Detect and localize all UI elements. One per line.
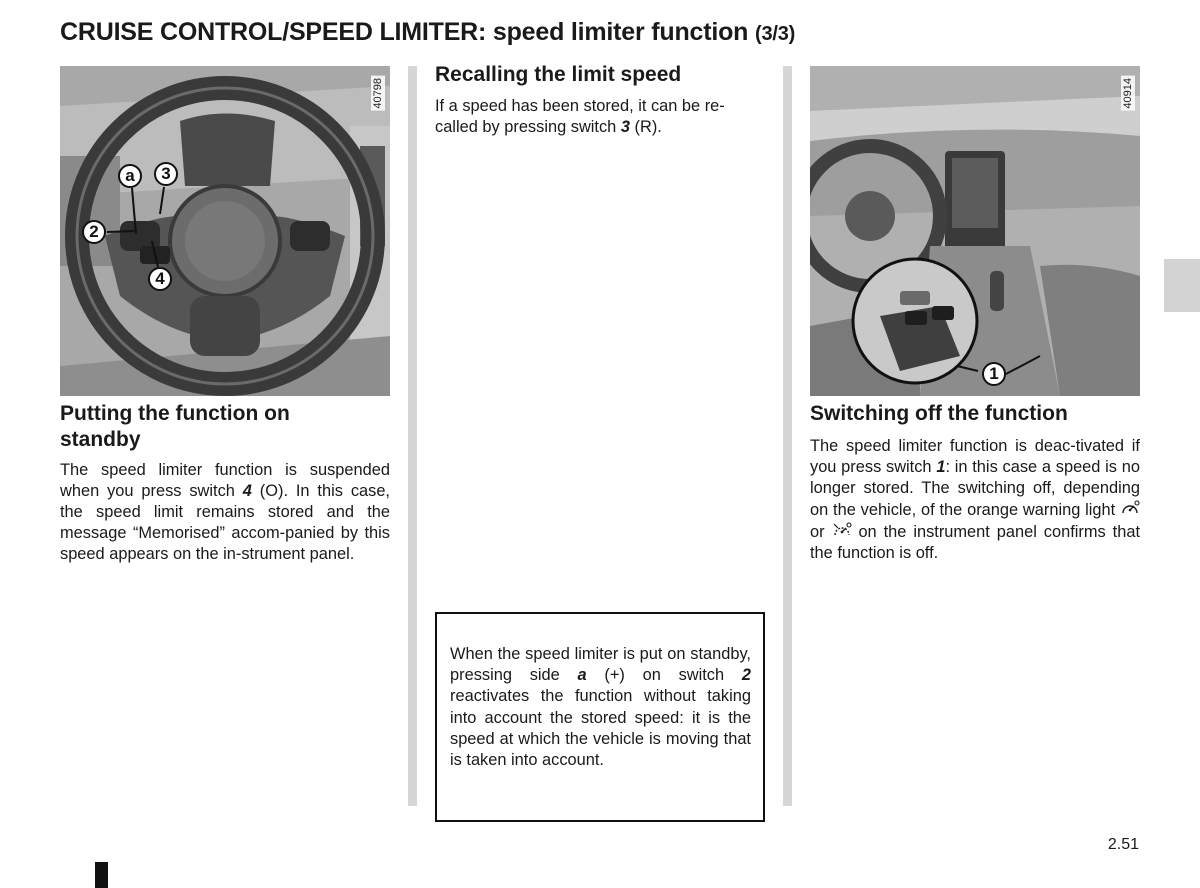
recall-heading: Recalling the limit speed [435,63,682,86]
switch-number: 4 [242,482,252,500]
switch-off-body: The speed limiter function is deac-tivated if you press switch 1: in this case a speed is no longer stored. The switching off, depending on the vehicle, of the orange warning light or on the instrument panel confirms that the function is off. [810,437,1140,562]
callout-2: 2 [82,220,106,244]
page-title [60,18,795,47]
side-letter: a [577,666,587,685]
switch-off-heading: Switching off the function [810,402,1068,425]
steering-wheel-photo [60,66,390,396]
switch-number: 1 [936,458,946,476]
standby-body: The speed limiter function is suspended when you press switch 4 (O). In this case, the speed limit remains stored and the message “Memorised” accom-panied by this speed appears on the in-strument panel. [60,461,390,563]
corner-mark [95,862,108,888]
recall-body: If a speed has been stored, it can be re-called by pressing switch 3 (R). [435,97,725,136]
switch-number: 3 [620,118,630,136]
dashboard-photo [810,66,1140,396]
switch-number: 2 [741,666,751,685]
callout-leaders [60,66,390,396]
image-code: 40798 [372,78,384,109]
column-divider-left [408,66,417,806]
callout-3: 3 [154,162,178,186]
switch-closeup [810,66,1140,396]
speed-limiter-warning-icon [1120,499,1140,519]
callout-4: 4 [148,267,172,291]
column-divider-right [783,66,792,806]
section-tab [1164,259,1200,312]
page-title-main: CRUISE CONTROL/SPEED LIMITER: speed limiter function [60,18,749,46]
speed-limiter-off-warning-icon [832,521,852,541]
callout-a: a [118,164,142,188]
note-text: When the speed limiter is put on standby, pressing side a (+) on switch 2 reactivates the function without taking into account the stored speed: it is the speed at which the vehicle is moving that is taken into account. [450,645,751,770]
image-code: 40914 [1122,78,1134,109]
note-box [435,612,765,822]
page-title-suffix: (3/3) [755,23,796,45]
page-number: 2.51 [1107,836,1139,853]
standby-heading: Putting the function on standby [60,402,290,451]
callout-1: 1 [982,362,1006,386]
